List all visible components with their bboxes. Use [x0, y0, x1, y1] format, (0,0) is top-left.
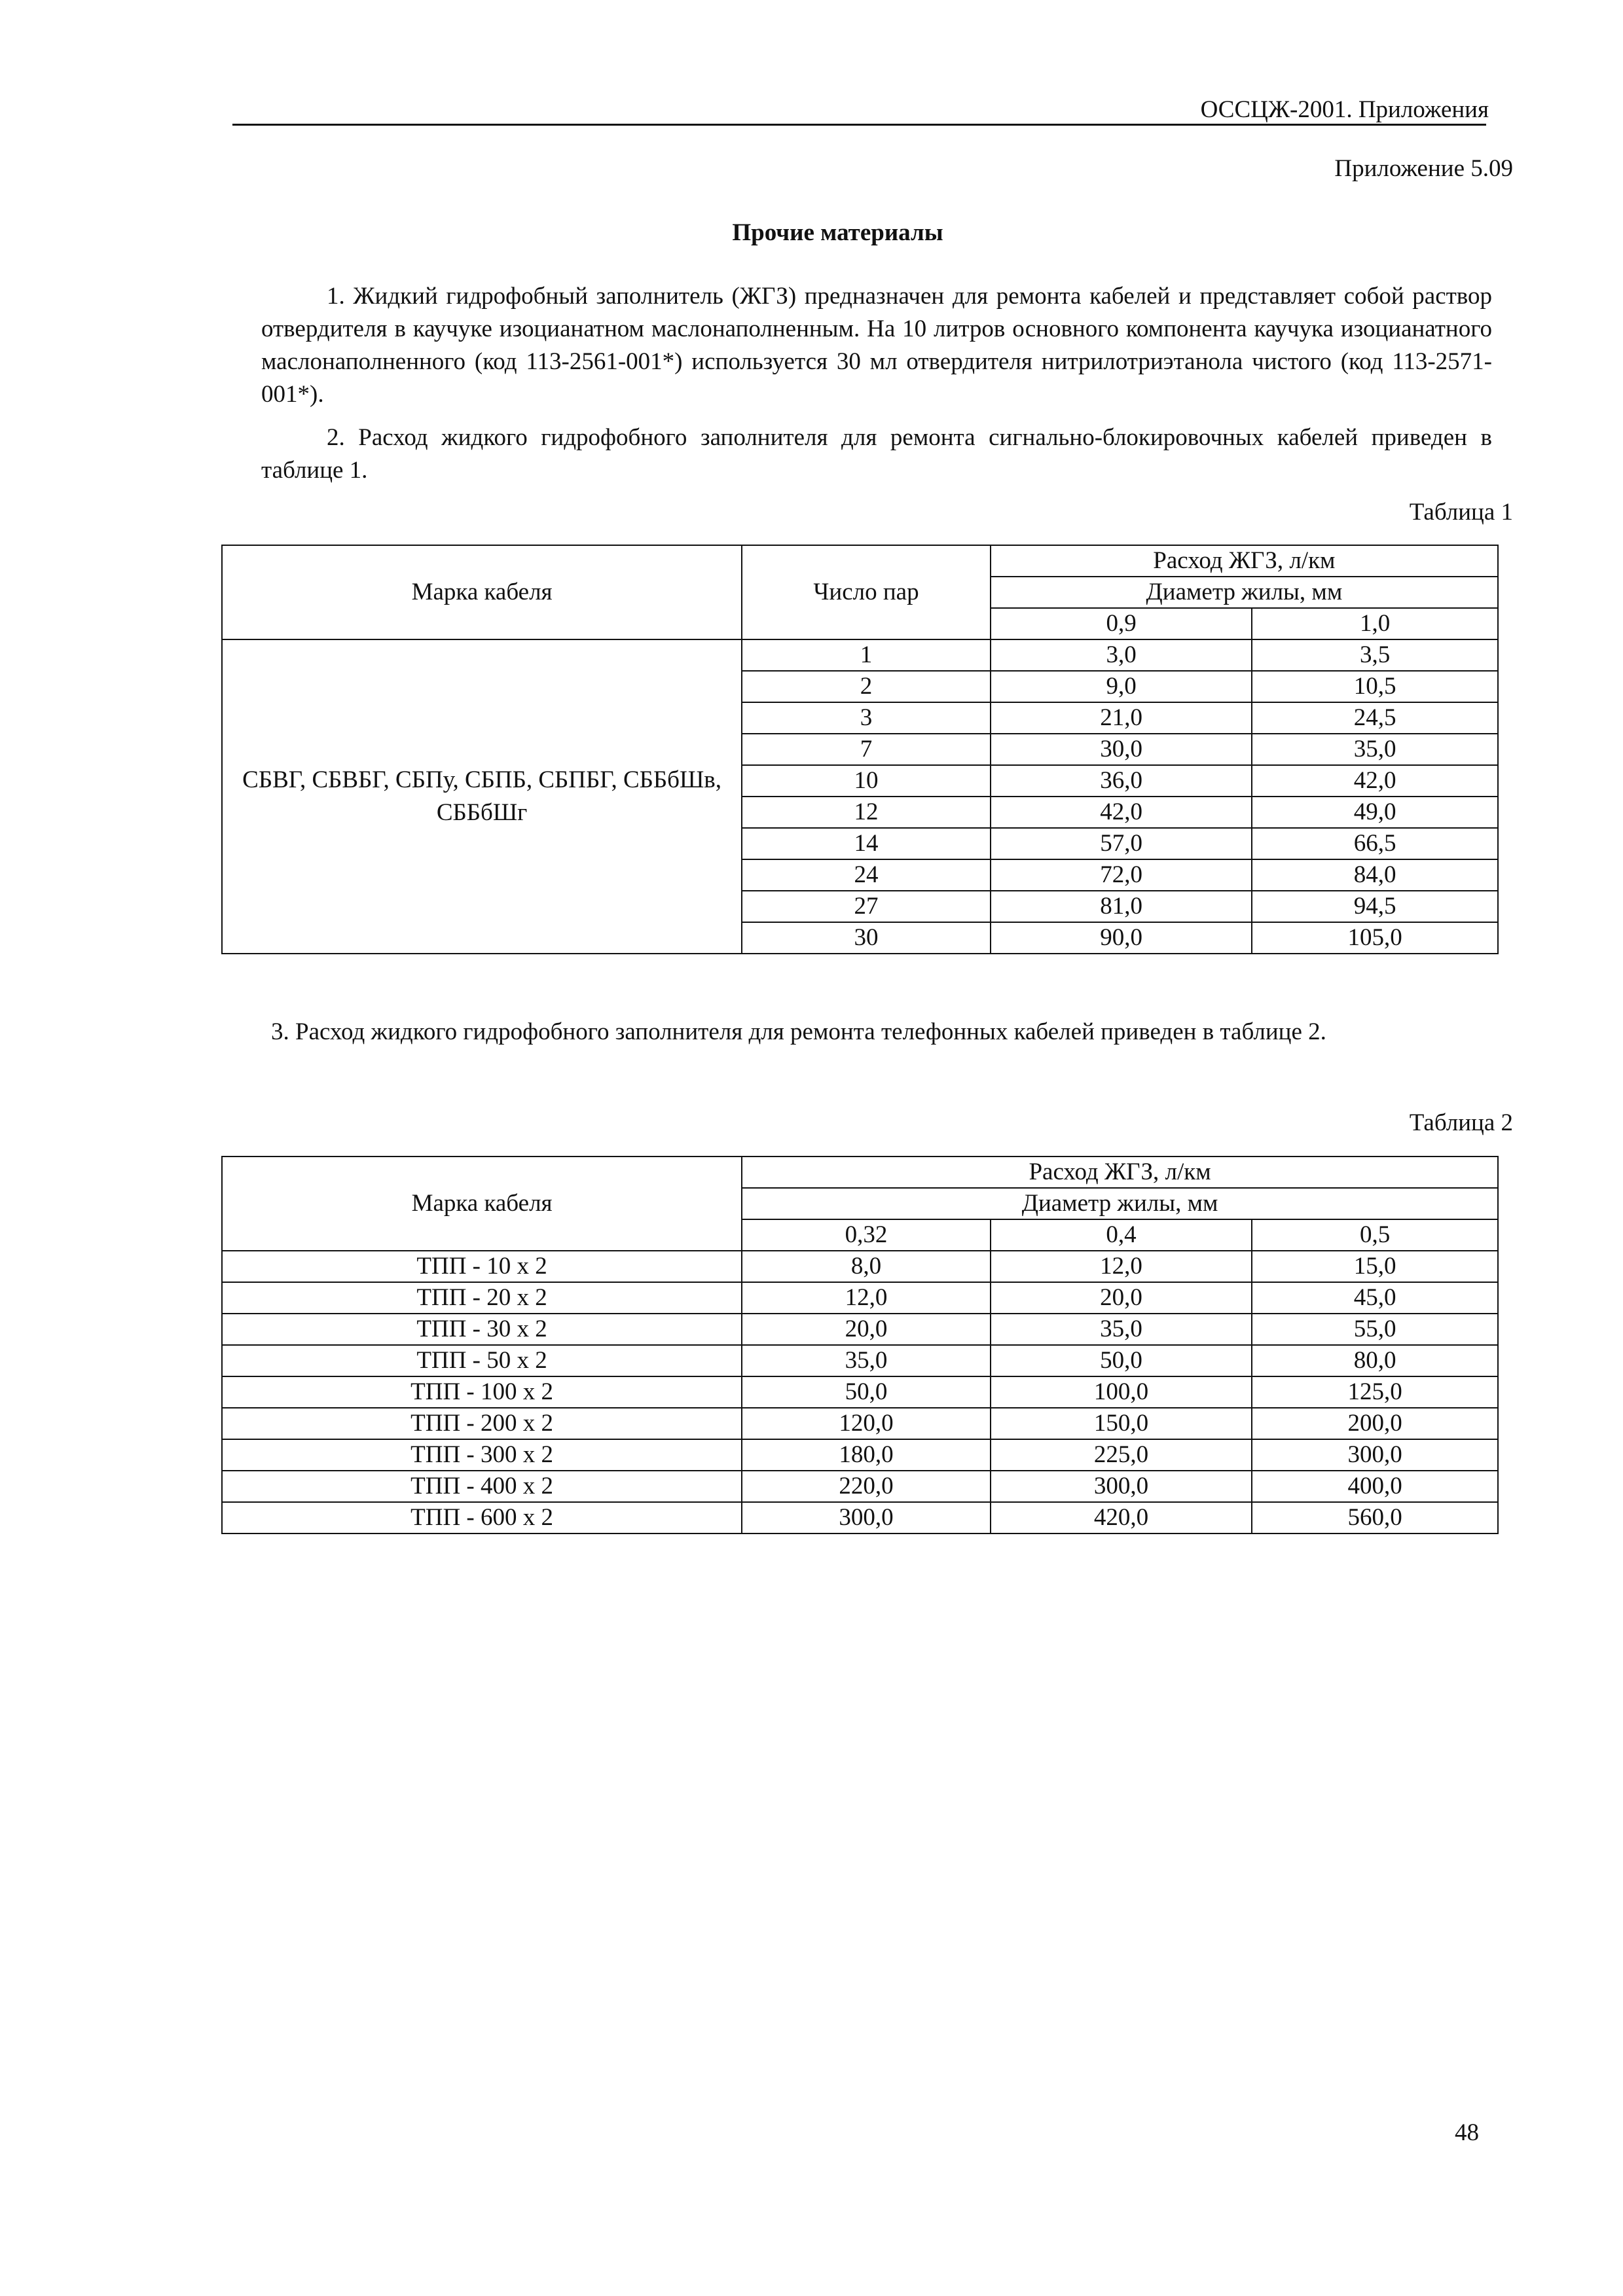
table-cell: 84,0: [1252, 859, 1498, 891]
table-cell: 1: [742, 639, 991, 671]
table-cell: 35,0: [991, 1314, 1252, 1345]
table-cell: ТПП - 200 х 2: [222, 1408, 742, 1439]
table-2-header-consumption: Расход ЖГЗ, л/км: [742, 1157, 1498, 1188]
table-1: [221, 545, 1499, 954]
table-cell: 24,5: [1252, 702, 1498, 734]
table-row: [222, 639, 1498, 671]
table-2-header-diameter-value: 0,4: [991, 1219, 1252, 1251]
table-cell: 3,0: [991, 639, 1252, 671]
table-1-header-diameter-value: 1,0: [1252, 608, 1498, 639]
table-row: [222, 1408, 1498, 1439]
table-row: [222, 1314, 1498, 1345]
table-cell: 55,0: [1252, 1314, 1498, 1345]
page-title: Прочие материалы: [732, 219, 943, 246]
table-cell: 66,5: [1252, 828, 1498, 859]
table-cell: 20,0: [742, 1314, 991, 1345]
running-head: ОССЦЖ-2001. Приложения: [1200, 96, 1489, 123]
table-row: [222, 1251, 1498, 1282]
table-cell: 90,0: [991, 922, 1252, 954]
table-2-header-diameter: Диаметр жилы, мм: [742, 1188, 1498, 1219]
table-cell: ТПП - 30 х 2: [222, 1314, 742, 1345]
table-row: [222, 1471, 1498, 1502]
table-row: [222, 1439, 1498, 1471]
table-1-header-diameter-value: 0,9: [991, 608, 1252, 639]
table-cell: 50,0: [742, 1376, 991, 1408]
table-cell: 220,0: [742, 1471, 991, 1502]
table-cell: ТПП - 400 х 2: [222, 1471, 742, 1502]
table-cell: 200,0: [1252, 1408, 1498, 1439]
table-1-body: [222, 639, 1498, 954]
table-row: [222, 1502, 1498, 1534]
table-cell: ТПП - 20 х 2: [222, 1282, 742, 1314]
table-cell: 150,0: [991, 1408, 1252, 1439]
table-cell: ТПП - 600 х 2: [222, 1502, 742, 1534]
table-cell: 7: [742, 734, 991, 765]
table-cell: 27: [742, 891, 991, 922]
table-cell: 8,0: [742, 1251, 991, 1282]
table-cell: 3,5: [1252, 639, 1498, 671]
table-cell: 35,0: [742, 1345, 991, 1376]
table-cell: 560,0: [1252, 1502, 1498, 1534]
table-cell: 10,5: [1252, 671, 1498, 702]
table-cell: 2: [742, 671, 991, 702]
table-cell: ТПП - 300 х 2: [222, 1439, 742, 1471]
table-cell: 225,0: [991, 1439, 1252, 1471]
table-cell: 12,0: [742, 1282, 991, 1314]
page-number: 48: [1455, 2119, 1479, 2146]
appendix-number: Приложение 5.09: [1334, 155, 1513, 182]
table-cell: 72,0: [991, 859, 1252, 891]
paragraph-2: 2. Расход жидкого гидрофобного заполнителя для ремонта сигнально-блокировочных кабелей приведен в таблице 1.: [261, 424, 1492, 484]
table-cell: 180,0: [742, 1439, 991, 1471]
table-1-header-consumption: Расход ЖГЗ, л/км: [991, 545, 1498, 577]
paragraph-1: 1. Жидкий гидрофобный заполнитель (ЖГЗ) предназначен для ремонта кабелей и представляет собой раствор отвердителя в каучуке изоцианатном маслонаполненным. На 10 литров основного компонента каучука изоцианатного маслонаполненного (код 113-2561-001*) используется 30 мл отвердителя нитрилотриэтанола чистого (код 113-2571-001*).: [261, 283, 1492, 408]
table-1-header-pairs: Число пар: [742, 545, 991, 639]
table-cell: 120,0: [742, 1408, 991, 1439]
table-cell: 57,0: [991, 828, 1252, 859]
table-cell: 10: [742, 765, 991, 797]
table-2-header-diameter-value: 0,5: [1252, 1219, 1498, 1251]
table-cell: 15,0: [1252, 1251, 1498, 1282]
table-cell: 35,0: [1252, 734, 1498, 765]
table-cell: 36,0: [991, 765, 1252, 797]
table-cell: 12: [742, 797, 991, 828]
table-2-header-brand: Марка кабеля: [222, 1157, 742, 1251]
table-cell: 42,0: [1252, 765, 1498, 797]
table-cell: 42,0: [991, 797, 1252, 828]
table-cell: 420,0: [991, 1502, 1252, 1534]
table-1-brand-cell: СБВГ, СБВБГ, СБПу, СБПБ, СБПБГ, СББбШв, СББбШг: [222, 639, 742, 954]
table-cell: 45,0: [1252, 1282, 1498, 1314]
table-1-header-diameter: Диаметр жилы, мм: [991, 577, 1498, 608]
table-cell: 49,0: [1252, 797, 1498, 828]
table-cell: 300,0: [1252, 1439, 1498, 1471]
table-cell: 300,0: [991, 1471, 1252, 1502]
table-cell: 400,0: [1252, 1471, 1498, 1502]
table-cell: 105,0: [1252, 922, 1498, 954]
table-cell: ТПП - 50 х 2: [222, 1345, 742, 1376]
paragraph-3: 3. Расход жидкого гидрофобного заполнителя для ремонта телефонных кабелей приведен в таблице 2.: [271, 1018, 1326, 1045]
table-2-caption: Таблица 2: [1409, 1109, 1513, 1136]
table-cell: 9,0: [991, 671, 1252, 702]
table-cell: 300,0: [742, 1502, 991, 1534]
table-2-header-diameter-value: 0,32: [742, 1219, 991, 1251]
table-row: [222, 1376, 1498, 1408]
table-1-header-brand: Марка кабеля: [222, 545, 742, 639]
table-cell: 80,0: [1252, 1345, 1498, 1376]
table-cell: 94,5: [1252, 891, 1498, 922]
table-cell: 30: [742, 922, 991, 954]
table-cell: 30,0: [991, 734, 1252, 765]
table-cell: ТПП - 100 х 2: [222, 1376, 742, 1408]
table-2-body: [222, 1251, 1498, 1534]
table-cell: 12,0: [991, 1251, 1252, 1282]
table-cell: 50,0: [991, 1345, 1252, 1376]
table-cell: 21,0: [991, 702, 1252, 734]
table-2: [221, 1156, 1499, 1534]
table-cell: 100,0: [991, 1376, 1252, 1408]
table-cell: 24: [742, 859, 991, 891]
table-cell: 3: [742, 702, 991, 734]
table-cell: ТПП - 10 х 2: [222, 1251, 742, 1282]
header-rule: [232, 124, 1486, 126]
table-cell: 125,0: [1252, 1376, 1498, 1408]
table-row: [222, 1282, 1498, 1314]
table-1-caption: Таблица 1: [1409, 499, 1513, 526]
table-cell: 20,0: [991, 1282, 1252, 1314]
table-cell: 81,0: [991, 891, 1252, 922]
table-row: [222, 1345, 1498, 1376]
table-cell: 14: [742, 828, 991, 859]
